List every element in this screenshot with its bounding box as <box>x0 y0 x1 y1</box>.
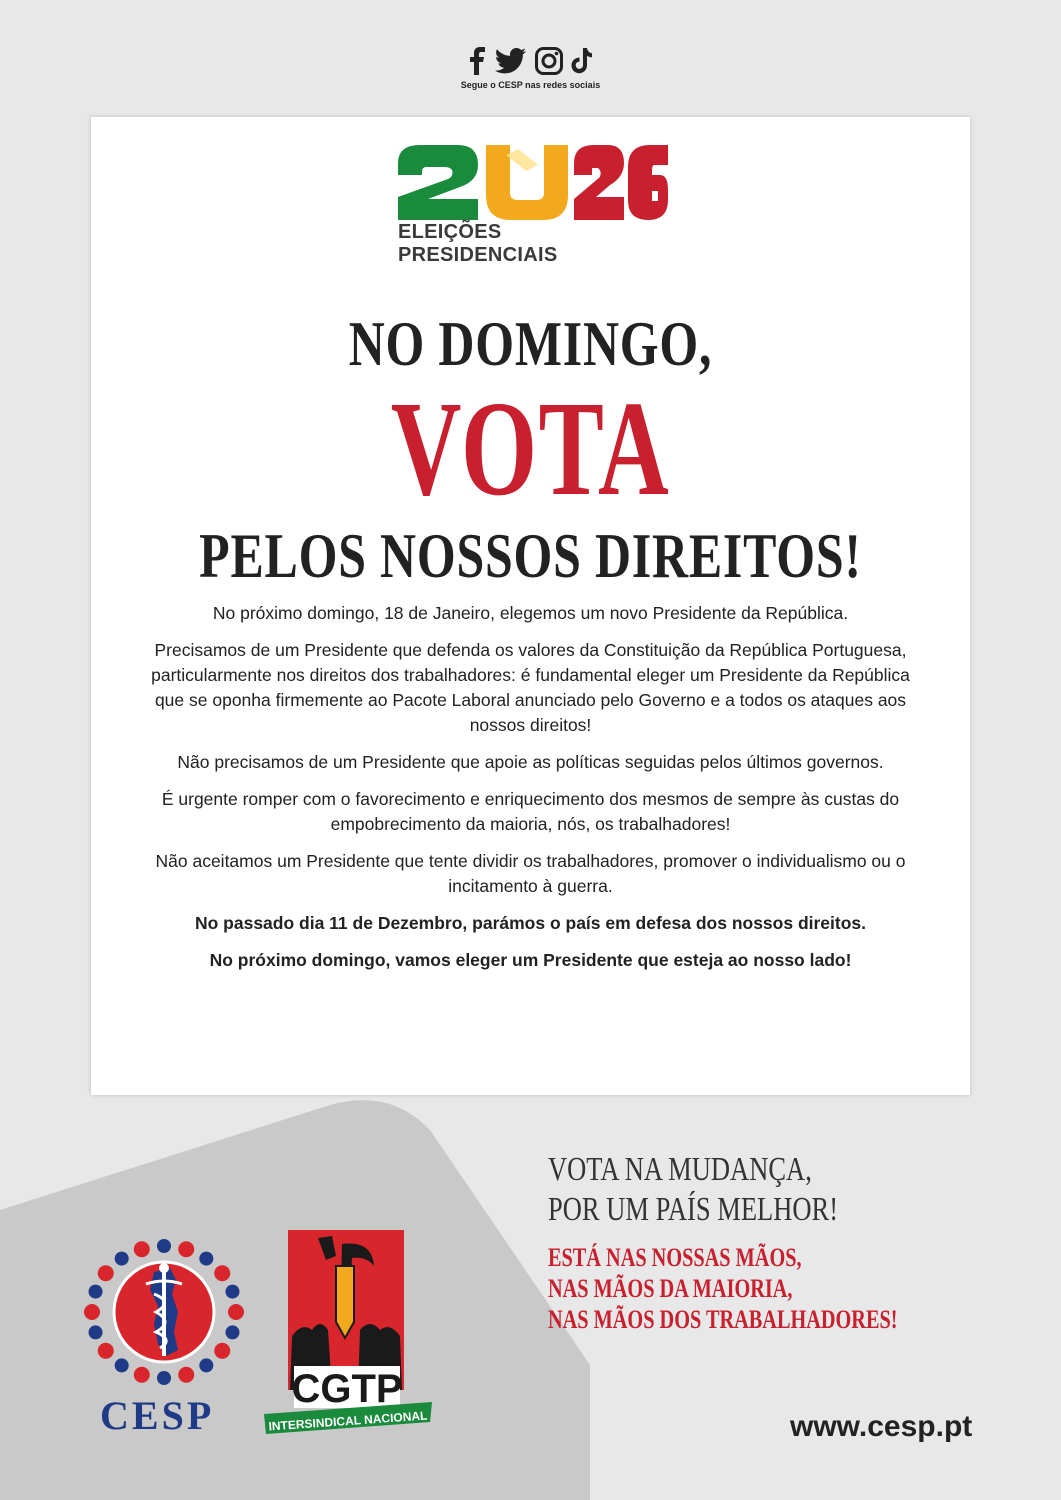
election-logo-text <box>398 221 558 267</box>
headline-vota: VOTA <box>390 374 671 524</box>
cesp-ring-dot <box>89 1325 103 1339</box>
slogan-red2: NAS MÃOS DA MAIORIA, <box>548 1274 793 1303</box>
cesp-ring-dot <box>178 1367 194 1383</box>
headline-line3: PELOS NOSSOS DIREITOS! <box>199 520 862 591</box>
cgtp-wordmark: CGTP <box>291 1367 403 1411</box>
website-link[interactable]: www.cesp.pt <box>790 1410 973 1443</box>
body-text <box>151 601 910 985</box>
paragraph-6: No passado dia 11 de Dezembro, parámos o país em defesa dos nossos direitos. <box>194 913 867 933</box>
election-line2: PRESIDENCIAIS <box>398 244 558 266</box>
cesp-wordmark: CESP <box>100 1393 215 1438</box>
paragraph-7: No próximo domingo, vamos eleger um Presidente que esteja ao nosso lado! <box>209 950 852 970</box>
cesp-ring-dot <box>214 1343 230 1359</box>
slogan-red1: ESTÁ NAS NOSSAS MÃOS, <box>548 1243 802 1272</box>
flyer-card <box>91 117 970 1095</box>
cesp-ring-dot <box>134 1367 150 1383</box>
cesp-ring-dot <box>98 1265 114 1281</box>
headline-line1: NO DOMINGO, <box>348 308 713 379</box>
cesp-ring-dot <box>98 1343 114 1359</box>
social-caption: Segue o CESP nas redes sociais <box>460 80 601 90</box>
cgtp-subtitle: INTERSINDICAL NACIONAL <box>268 1408 428 1434</box>
cesp-ring-dot <box>115 1358 129 1372</box>
paragraph-5: Não aceitamos um Presidente que tente dividir os trabalhadores, promover o individualismo ou o incitamento à guerra. <box>155 851 906 896</box>
cesp-ring-dot <box>89 1285 103 1299</box>
cesp-ring-dot <box>225 1285 239 1299</box>
cesp-ring-dot <box>84 1304 100 1320</box>
paragraph-1: No próximo domingo, 18 de Janeiro, elegemos um novo Presidente da República. <box>212 603 849 623</box>
cesp-ring-dot <box>178 1241 194 1257</box>
cesp-logo <box>74 1232 254 1392</box>
paragraph-4: É urgente romper com o favorecimento e enriquecimento dos mesmos de sempre às custas do empobrecimento da maioria, nós, os trabalhadores! <box>161 789 900 834</box>
slogan-line2: POR UM PAÍS MELHOR! <box>548 1191 839 1228</box>
cesp-ring-dot <box>228 1304 244 1320</box>
cesp-ring-dot <box>214 1265 230 1281</box>
cesp-ring-dot <box>199 1252 213 1266</box>
election-line1: ELEIÇÕES <box>398 221 502 243</box>
cesp-ring-dot <box>134 1241 150 1257</box>
cesp-ring-dot <box>115 1252 129 1266</box>
paragraph-2: Precisamos de um Presidente que defenda os valores da Constituição da República Portuguesa, particularmente nos direitos dos trabalhadores: é fundamental eleger um Presidente da República que se oponha firmemente ao Pacote Laboral anunciado pelo Governo e a todos os ataques aos nossos direitos! <box>151 640 910 735</box>
cesp-ring-dot <box>199 1358 213 1372</box>
cesp-ring-dot <box>157 1371 171 1385</box>
paragraph-3: Não precisamos de um Presidente que apoie as políticas seguidas pelos últimos governos. <box>177 752 884 772</box>
slogan <box>548 1150 948 1335</box>
cesp-ring-dot <box>157 1239 171 1253</box>
slogan-red3: NAS MÃOS DOS TRABALHADORES! <box>548 1305 898 1334</box>
election-2026-logo <box>398 145 668 220</box>
cgtp-logo <box>262 1226 432 1436</box>
slogan-line1: VOTA NA MUDANÇA, <box>548 1151 812 1188</box>
cesp-ring-dot <box>225 1325 239 1339</box>
